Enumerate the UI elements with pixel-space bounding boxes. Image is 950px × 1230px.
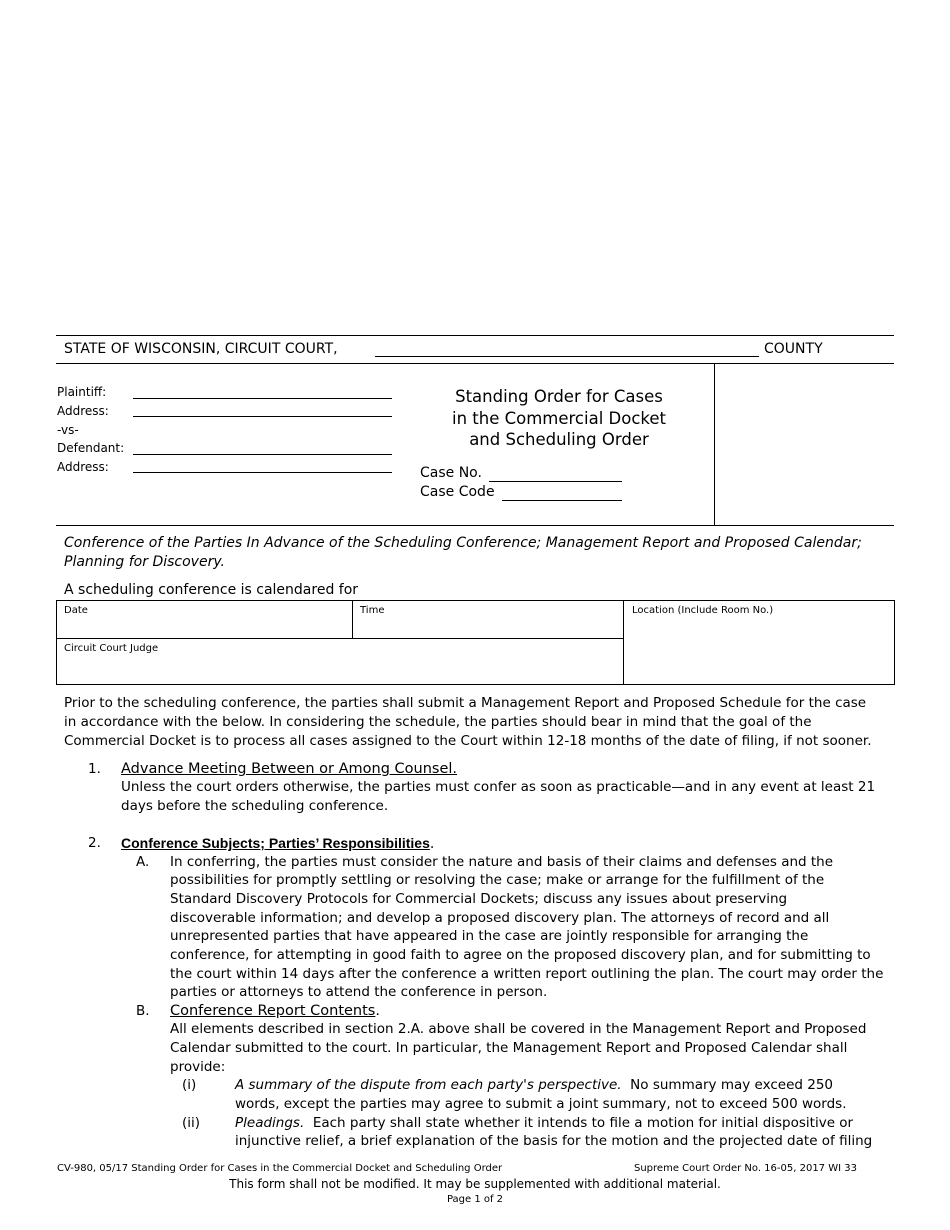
state-court-label: STATE OF WISCONSIN, CIRCUIT COURT,: [64, 341, 338, 357]
judge-field[interactable]: Circuit Court Judge: [64, 643, 159, 654]
page-number: Page 1 of 2: [446, 1194, 504, 1205]
case-no-field[interactable]: [489, 481, 622, 482]
item-ii-number: (ii): [182, 1115, 201, 1131]
section-2a-line-6: conference, for attempting in good faith to agree on the proposed discovery plan, and for submitting to: [170, 947, 871, 963]
prior-line-1: Prior to the scheduling conference, the parties shall submit a Management Report and Proposed Schedule for the case: [64, 695, 867, 711]
section-2-title: Conference Subjects; Parties’ Responsibilities: [121, 835, 430, 851]
defendant-label: Defendant:: [57, 441, 125, 455]
title-line-3: and Scheduling Order: [469, 430, 649, 449]
title-line-1: Standing Order for Cases: [455, 387, 663, 406]
case-code-field[interactable]: [502, 500, 622, 501]
section-2a-line-1: In conferring, the parties must consider the nature and basis of their claims and defenses and the: [170, 854, 834, 870]
section-2b-line-3: provide:: [170, 1059, 226, 1075]
form-id: CV-980, 05/17 Standing Order for Cases in the Commercial Docket and Scheduling Order: [57, 1163, 503, 1174]
defendant-field[interactable]: [133, 454, 392, 455]
section-2-title-period: .: [429, 836, 435, 852]
title-line-2: in the Commercial Docket: [451, 408, 666, 428]
item-i-number: (i): [182, 1077, 197, 1093]
section-2a-line-8: parties or attorneys to attend the conference in person.: [170, 984, 548, 1000]
item-i-line-1: [235, 1076, 833, 1095]
section-2b-title: Conference Report Contents: [170, 1003, 376, 1019]
section-2a-letter: A.: [136, 854, 150, 870]
section-2-title-wrap: [121, 834, 434, 854]
versus-label: -vs-: [57, 423, 79, 437]
section-1-title: Advance Meeting Between or Among Counsel.: [121, 761, 457, 777]
section-2b-line-2: Calendar submitted to the court. In particular, the Management Report and Proposed Calendar shall: [170, 1040, 848, 1056]
item-ii-rest: Each party shall state whether it intends to file a motion for initial dispositive or: [304, 1115, 854, 1131]
item-i-line-2: words, except the parties may agree to submit a joint summary, not to exceed 500 words.: [235, 1096, 847, 1112]
date-field[interactable]: Date: [64, 605, 88, 616]
defendant-address-field[interactable]: [133, 472, 392, 473]
defendant-address-label: Address:: [57, 460, 109, 474]
section-1-number: 1.: [88, 761, 101, 777]
location-field[interactable]: Location (Include Room No.): [632, 605, 774, 616]
county-name-field[interactable]: [375, 356, 759, 357]
section-2-number: 2.: [88, 835, 101, 851]
caption-top-rule: [56, 335, 894, 336]
caption-bottom-rule: [56, 525, 894, 526]
item-ii-line-1: [235, 1114, 853, 1133]
item-ii-line-2: injunctive relief, a brief explanation of the basis for the motion and the projected date of filing: [235, 1133, 873, 1149]
section-2b-title-wrap: [170, 1002, 380, 1021]
section-2a-line-3: Standard Discovery Protocols for Commercial Dockets; discuss any issues about preserving: [170, 891, 788, 907]
caption-header-rule: [56, 363, 894, 364]
item-i-italic: A summary of the dispute from each party's perspective.: [235, 1077, 622, 1093]
case-no-label: Case No.: [420, 465, 482, 481]
section-2a-line-5: unrepresented parties that have appeared in the case are jointly responsible for arranging the: [170, 928, 809, 944]
section-1-line-1: Unless the court orders otherwise, the parties must confer as soon as practicable—and in any event at least 21: [121, 779, 876, 795]
section-2b-letter: B.: [136, 1003, 150, 1019]
section-1-line-2: days before the scheduling conference.: [121, 798, 389, 814]
item-i-rest: No summary may exceed 250: [621, 1077, 834, 1093]
plaintiff-address-label: Address:: [57, 404, 109, 418]
prior-line-2: in accordance with the below. In considering the schedule, the parties should bear in mind that the goal of the: [64, 714, 812, 730]
plaintiff-address-field[interactable]: [133, 416, 392, 417]
plaintiff-field[interactable]: [133, 398, 392, 399]
calendared-text: A scheduling conference is calendared for: [64, 582, 359, 598]
section-2b-line-1: All elements described in section 2.A. above shall be covered in the Management Report and Proposed: [170, 1021, 867, 1037]
section-2a-line-7: the court within 14 days after the conference a written report outlining the plan. The court may order the: [170, 966, 884, 982]
supreme-court-order: Supreme Court Order No. 16-05, 2017 WI 33: [634, 1163, 857, 1174]
caption-divider: [714, 363, 715, 525]
subtitle-line-2: Planning for Discovery.: [64, 554, 225, 570]
schedule-box-divider-1: [352, 600, 353, 638]
section-2a-line-2: possibilities for promptly settling or resolving the case; make or arrange for the fulfillment of the: [170, 872, 825, 888]
prior-line-3: Commercial Docket is to process all cases assigned to the Court within 12-18 months of the date of filing, if not sooner.: [64, 733, 872, 749]
document-title: [420, 386, 698, 451]
item-ii-italic: Pleadings.: [235, 1115, 305, 1131]
county-label: COUNTY: [764, 341, 823, 357]
time-field[interactable]: Time: [360, 605, 385, 616]
schedule-box-mid-rule: [56, 638, 623, 639]
section-2a-line-4: discoverable information; and develop a proposed discovery plan. The attorneys of record and all: [170, 910, 830, 926]
case-code-label: Case Code: [420, 484, 495, 500]
plaintiff-label: Plaintiff:: [57, 385, 107, 399]
schedule-box-divider-2: [623, 600, 624, 684]
notice-text: This form shall not be modified. It may be supplemented with additional material.: [229, 1177, 721, 1191]
section-2b-title-period: .: [375, 1003, 380, 1019]
subtitle-line-1: Conference of the Parties In Advance of the Scheduling Conference; Management Report and Proposed Calendar;: [64, 535, 862, 551]
